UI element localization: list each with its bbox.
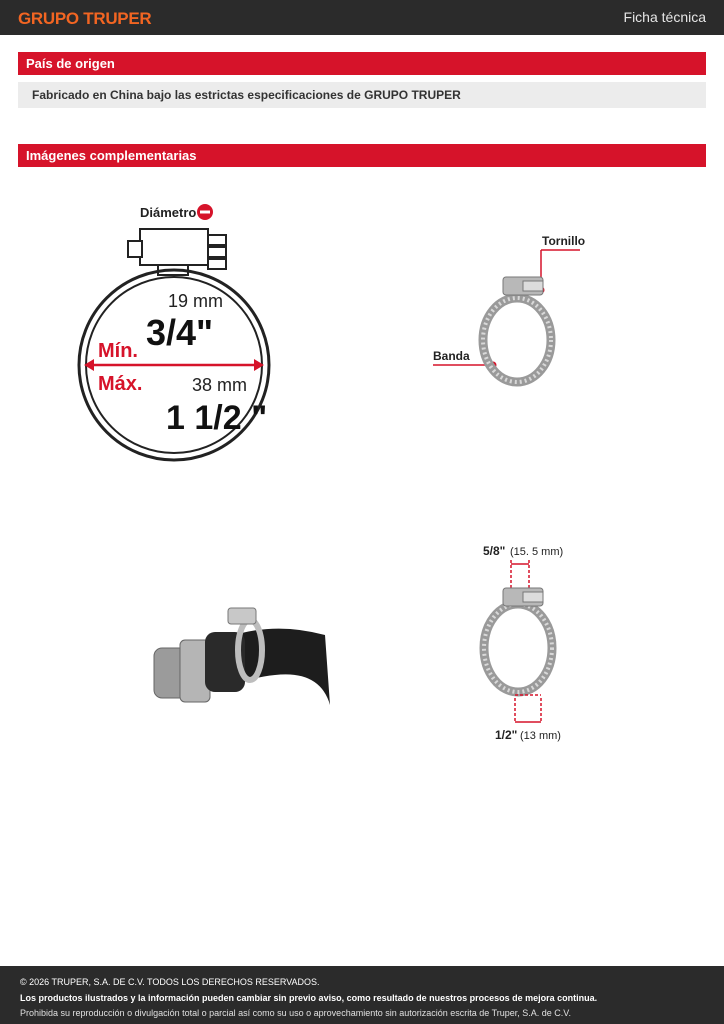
footer-copyright: © 2026 TRUPER, S.A. DE C.V. TODOS LOS DERECHOS RESERVADOS.	[20, 977, 320, 987]
footer-notice: Los productos ilustrados y la información pueden cambiar sin previo aviso, como resultado de nuestros procesos de mejora continua.	[20, 992, 598, 1003]
brand-logo: GRUPO TRUPER	[18, 9, 152, 28]
bottom-width-mm: (13 mm)	[520, 730, 561, 742]
max-mm: 38 mm	[192, 375, 248, 395]
screw-label: Tornillo	[542, 234, 586, 248]
clamp-head	[128, 229, 226, 275]
footer-legal: Prohibida su reproducción o divulgación total o parcial así como su uso o aprovechamiento sin autorización escrita de Truper, S.A. de C.V.	[20, 1008, 571, 1018]
parts-diagram	[425, 225, 625, 400]
footer	[0, 966, 724, 1024]
width-diagram	[475, 540, 585, 750]
hose-clamp-image	[483, 277, 551, 382]
max-label: Máx.	[98, 373, 143, 395]
minus-icon	[197, 204, 213, 220]
hose-application-image	[150, 600, 335, 710]
diameter-diagram	[70, 195, 280, 470]
min-label: Mín.	[98, 340, 138, 362]
band-label: Banda	[433, 349, 470, 363]
top-width-mm: (15. 5 mm)	[510, 546, 564, 558]
origin-text: Fabricado en China bajo las estrictas especificaciones de GRUPO TRUPER	[18, 82, 706, 108]
document-type: Ficha técnica	[623, 9, 706, 25]
diameter-label: Diámetro	[140, 205, 197, 220]
top-bar	[0, 0, 724, 35]
top-width-inches: 5/8"	[483, 544, 506, 558]
min-mm: 19 mm	[168, 291, 224, 311]
images-section-title: Imágenes complementarias	[18, 144, 706, 167]
origin-section-title: País de origen	[18, 52, 706, 75]
min-inches: 3/4"	[146, 312, 214, 353]
max-inches: 1 1/2 "	[166, 399, 268, 437]
hose-clamp-image-2	[484, 588, 552, 692]
bottom-width-inches: 1/2"	[495, 728, 518, 742]
